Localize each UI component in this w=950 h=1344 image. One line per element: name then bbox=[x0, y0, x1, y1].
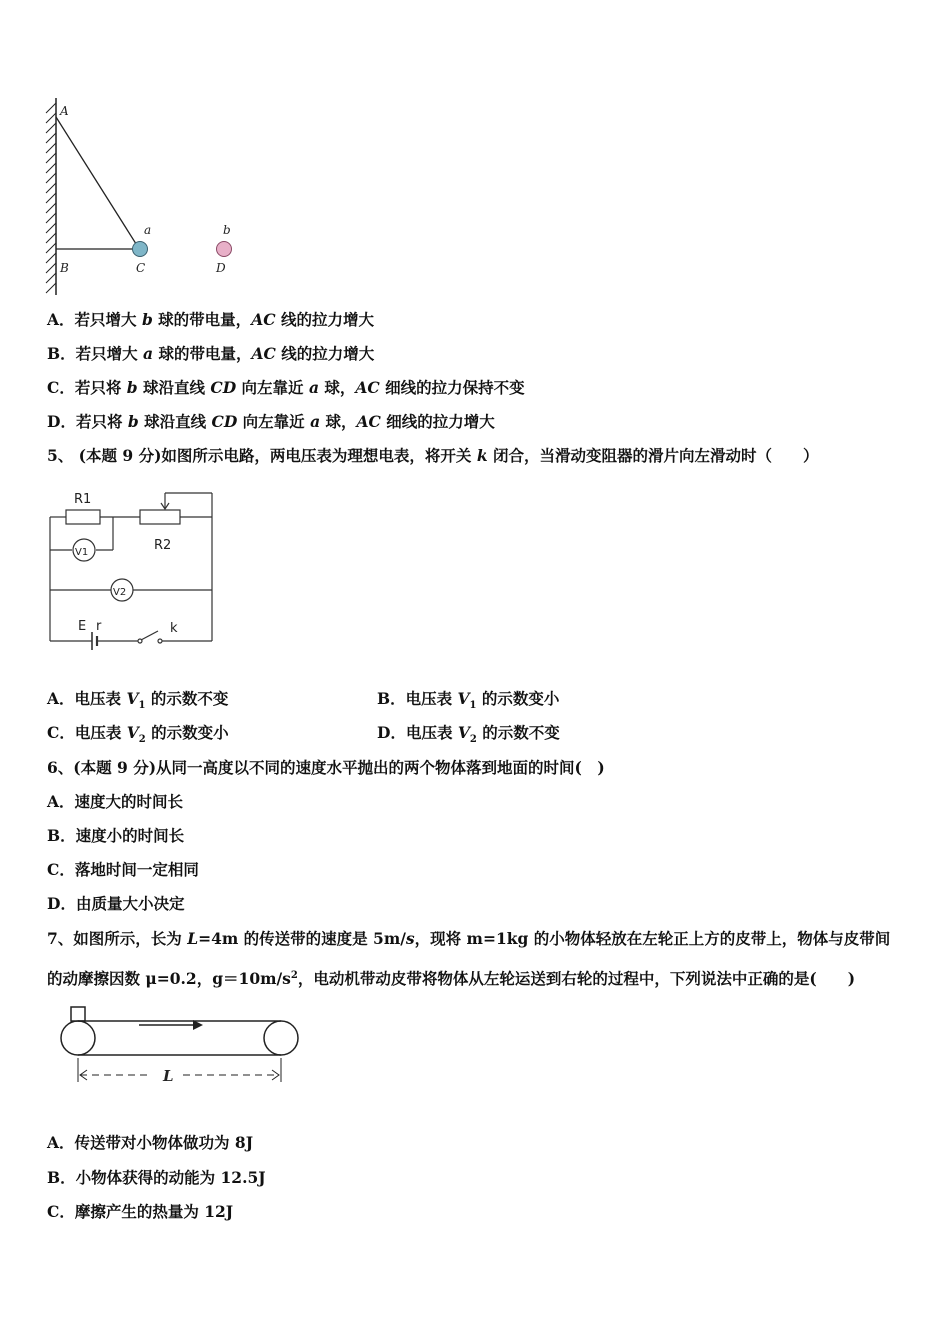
label-D: D bbox=[216, 261, 226, 275]
label-b: b bbox=[223, 223, 231, 237]
q5-option-c: C．电压表 $V_2$ 的示数变小 bbox=[47, 723, 229, 746]
label-a: a bbox=[144, 223, 152, 237]
figure-conveyor-belt bbox=[55, 1000, 315, 1090]
q4-option-b: B．若只增大 a 球的带电量，AC 线的拉力增大 bbox=[47, 344, 375, 363]
figure-circuit bbox=[40, 485, 225, 655]
label-r: r bbox=[96, 619, 102, 634]
string-ac bbox=[56, 117, 138, 247]
right-wheel bbox=[264, 1021, 298, 1055]
q6-option-d: D．由质量大小决定 bbox=[47, 894, 185, 913]
q5-stem: 5、 (本题 9 分)如图所示电路，两电压表为理想电表，将开关 k 闭合，当滑动变阻器的滑片向左滑动时（ ） bbox=[47, 446, 819, 465]
q7-stem-line1: 7、如图所示，长为 L=4m 的传送带的速度是 5m/s，现将 m=1kg 的小物体轻放在左轮正上方的皮带上，物体与皮带间 bbox=[47, 929, 891, 948]
label-B: B bbox=[60, 261, 69, 275]
q5-option-d: D．电压表 $V_2$ 的示数不变 bbox=[377, 723, 560, 746]
q4-option-d: D．若只将 b 球沿直线 CD 向左靠近 a 球，AC 细线的拉力增大 bbox=[47, 412, 495, 431]
label-L: L bbox=[163, 1067, 174, 1085]
switch-k bbox=[141, 631, 158, 640]
label-e: E bbox=[78, 619, 87, 634]
q7-option-a: A．传送带对小物体做功为 8J bbox=[47, 1133, 254, 1152]
ball-b bbox=[217, 242, 232, 257]
q6-option-c: C．落地时间一定相同 bbox=[47, 860, 199, 879]
label-v1: V1 bbox=[75, 547, 89, 558]
label-C: C bbox=[136, 261, 146, 275]
label-A: A bbox=[60, 104, 69, 118]
q7-option-c: C．摩擦产生的热量为 12J bbox=[47, 1202, 234, 1221]
q6-option-b: B．速度小的时间长 bbox=[47, 826, 185, 845]
resistor-r1 bbox=[66, 510, 100, 524]
q6-stem: 6、(本题 9 分)从同一高度以不同的速度水平抛出的两个物体落到地面的时间( ) bbox=[47, 758, 605, 777]
resistor-r2 bbox=[140, 510, 180, 524]
label-r2: R2 bbox=[154, 538, 172, 553]
q7-stem-line2: 的动摩擦因数 μ=0.2，$g=10m/s^2$，电动机带动皮带将物体从左轮运送到右轮的过程中，下列说法中正确的是( ) bbox=[47, 969, 856, 989]
q4-option-a: A．若只增大 b 球的带电量，AC 线的拉力增大 bbox=[47, 310, 374, 329]
label-k: k bbox=[170, 621, 178, 636]
block bbox=[71, 1007, 85, 1021]
q6-option-a: A．速度大的时间长 bbox=[47, 792, 184, 811]
q7-option-b: B．小物体获得的动能为 12.5J bbox=[47, 1168, 266, 1187]
label-r1: R1 bbox=[74, 492, 92, 507]
q5-option-a: A．电压表 $V_1$ 的示数不变 bbox=[47, 689, 229, 712]
q5-option-b: B．电压表 $V_1$ 的示数变小 bbox=[377, 689, 560, 712]
label-v2: V2 bbox=[113, 587, 127, 598]
left-wheel bbox=[61, 1021, 95, 1055]
figure-wall-pendulum bbox=[38, 95, 298, 300]
q4-option-c: C．若只将 b 球沿直线 CD 向左靠近 a 球，AC 细线的拉力保持不变 bbox=[47, 378, 525, 397]
ball-a bbox=[133, 242, 148, 257]
wall-hatching bbox=[46, 98, 56, 295]
